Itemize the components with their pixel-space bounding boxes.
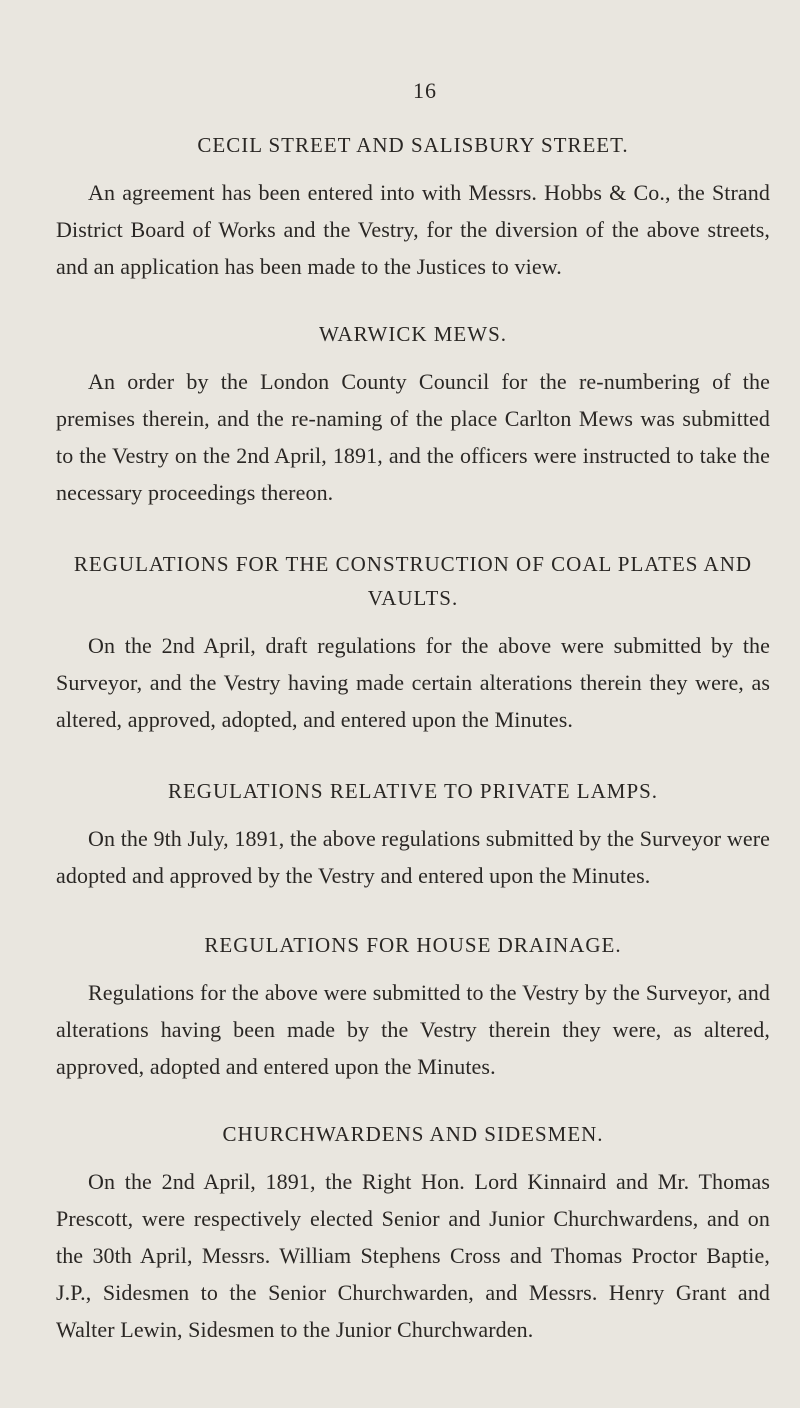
section-paragraph: On the 2nd April, draft regulations for the above were submitted by the Surveyor, and the Vestry having made certain alterations therein they were, as altered, approved, adopted, and entered upon the Minutes. xyxy=(56,633,770,732)
section-coal-plates xyxy=(56,547,770,738)
section-heading: REGULATIONS FOR THE CONSTRUCTION OF COAL PLATES AND VAULTS. xyxy=(73,552,753,610)
section-house-drainage xyxy=(56,928,770,1085)
section-heading: REGULATIONS FOR HOUSE DRAINAGE. xyxy=(204,933,622,957)
section-paragraph: On the 2nd April, 1891, the Right Hon. Lord Kinnaird and Mr. Thomas Prescott, were respectively elected Senior and Junior Churchwardens, and on the 30th April, Messrs. William Stephens Cross and Thomas Proctor Baptie, J.P., Sidesmen to the Senior Churchwarden, and Messrs. Henry Grant and Walter Lewin, Sidesmen to the Junior Churchwarden. xyxy=(56,1169,770,1342)
section-churchwardens xyxy=(56,1117,770,1348)
section-private-lamps xyxy=(56,774,770,894)
section-heading: CHURCHWARDENS AND SIDESMEN. xyxy=(222,1122,604,1146)
section-cecil-street xyxy=(56,128,770,285)
section-paragraph: On the 9th July, 1891, the above regulations submitted by the Surveyor were adopted and approved by the Vestry and entered upon the Minutes. xyxy=(56,826,770,888)
section-paragraph: Regulations for the above were submitted to the Vestry by the Surveyor, and alterations having been made by the Vestry therein they were, as altered, approved, adopted and entered upon the Minutes. xyxy=(56,980,770,1079)
section-warwick-mews xyxy=(56,317,770,511)
section-paragraph: An order by the London County Council for the re-numbering of the premises therein, and the re-naming of the place Carlton Mews was submitted to the Vestry on the 2nd April, 1891, and the officers were instructed to take the necessary proceedings thereon. xyxy=(56,369,770,505)
section-heading: REGULATIONS RELATIVE TO PRIVATE LAMPS. xyxy=(167,779,659,803)
section-paragraph: An agreement has been entered into with Messrs. Hobbs & Co., the Strand District Board of Works and the Vestry, for the diversion of the above streets, and an application has been made to the Justices to view. xyxy=(56,180,770,279)
section-heading: CECIL STREET AND SALISBURY STREET. xyxy=(197,133,629,157)
page-number: 16 xyxy=(413,78,437,103)
section-heading: WARWICK MEWS. xyxy=(319,322,507,346)
